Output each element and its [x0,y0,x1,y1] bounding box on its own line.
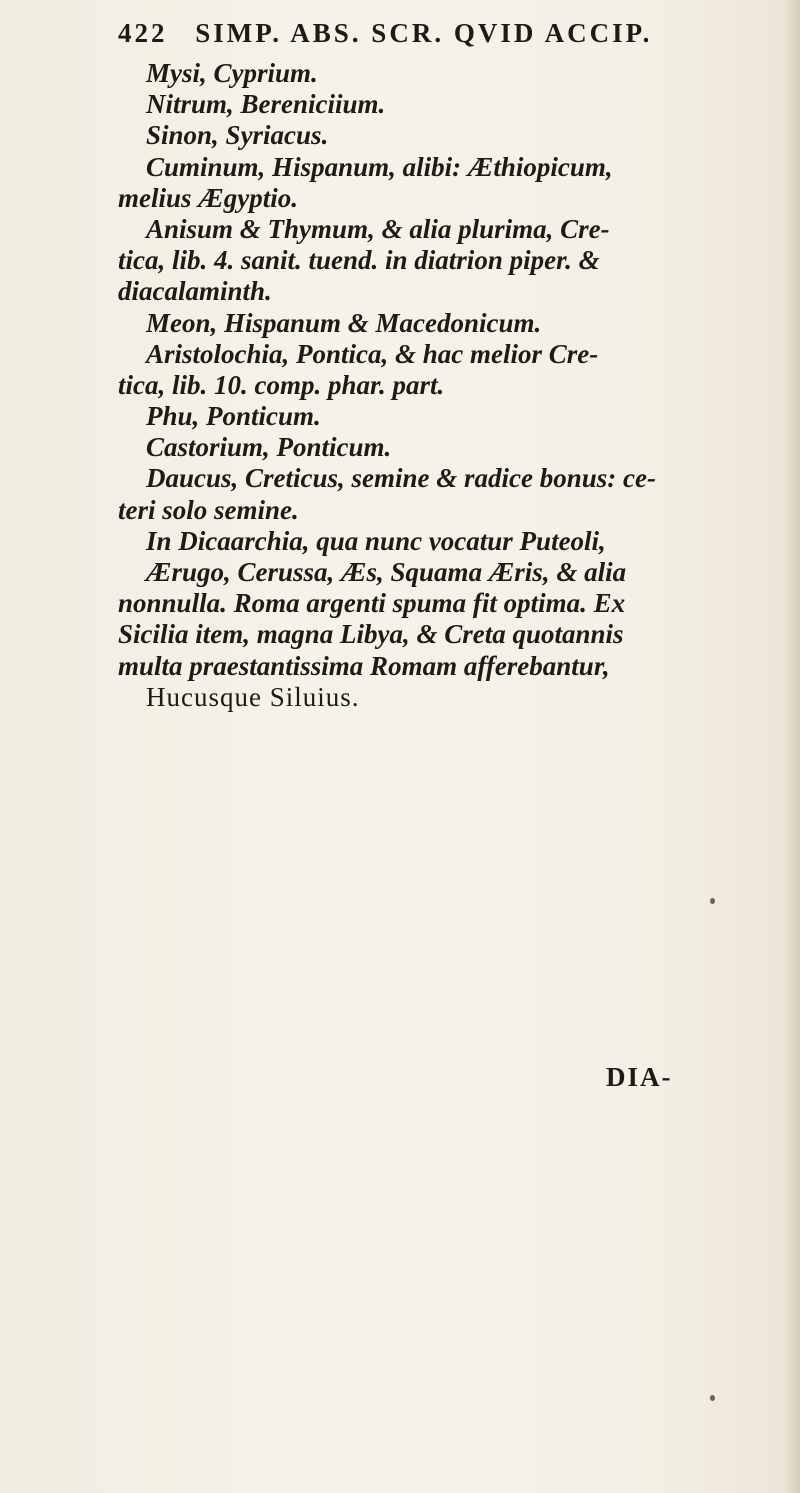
text-line: Meon, Hispanum & Macedonicum. [146,307,542,338]
text-line: Anisum & Thymum, & alia plurima, Cre- [146,213,610,244]
catchword: DIA- [606,1062,673,1092]
page-number: 422 [118,18,168,48]
text-line: nonnulla. Roma argenti spuma fit optima. Ex [118,588,626,619]
body-text [118,58,758,713]
text-line: Sinon, Syriacus. [146,120,329,151]
paper-speck [710,1395,715,1401]
text-line: Ærugo, Cerussa, Æs, Squama Æris, & alia [146,557,627,587]
running-header [118,18,738,49]
text-line: multa praestantissima Romam afferebantur, [118,650,610,681]
text-line: Castorium, Ponticum. [146,432,392,463]
text-line: tica, lib. 10. comp. phar. part. [118,369,445,400]
text-line: Daucus, Creticus, semine & radice bonus: ce- [146,463,656,494]
text-line: Hucusque Siluius. [146,681,360,712]
text-line: tica, lib. 4. sanit. tuend. in diatrion piper. & [118,245,600,276]
text-line: Nitrum, Bereniciium. [146,89,386,120]
running-title: SIMP. ABS. SCR. QVID ACCIP. [195,18,653,48]
paper-speck [710,898,715,904]
text-line: In Dicaarchia, qua nunc vocatur Puteoli, [146,525,606,556]
text-line: Aristolochia, Pontica, & hac melior Cre- [146,338,599,369]
text-line: teri solo semine. [118,494,299,525]
text-line: Phu, Ponticum. [146,401,321,432]
page-edge-shadow [782,0,800,1493]
text-line: Sicilia item, magna Libya, & Creta quotannis [118,619,624,650]
text-line: melius Ægyptio. [118,182,298,213]
text-line: Cuminum, Hispanum, alibi: Æthiopicum, [146,151,613,182]
text-line: Mysi, Cyprium. [146,58,318,88]
text-line: diacalaminth. [118,276,272,307]
